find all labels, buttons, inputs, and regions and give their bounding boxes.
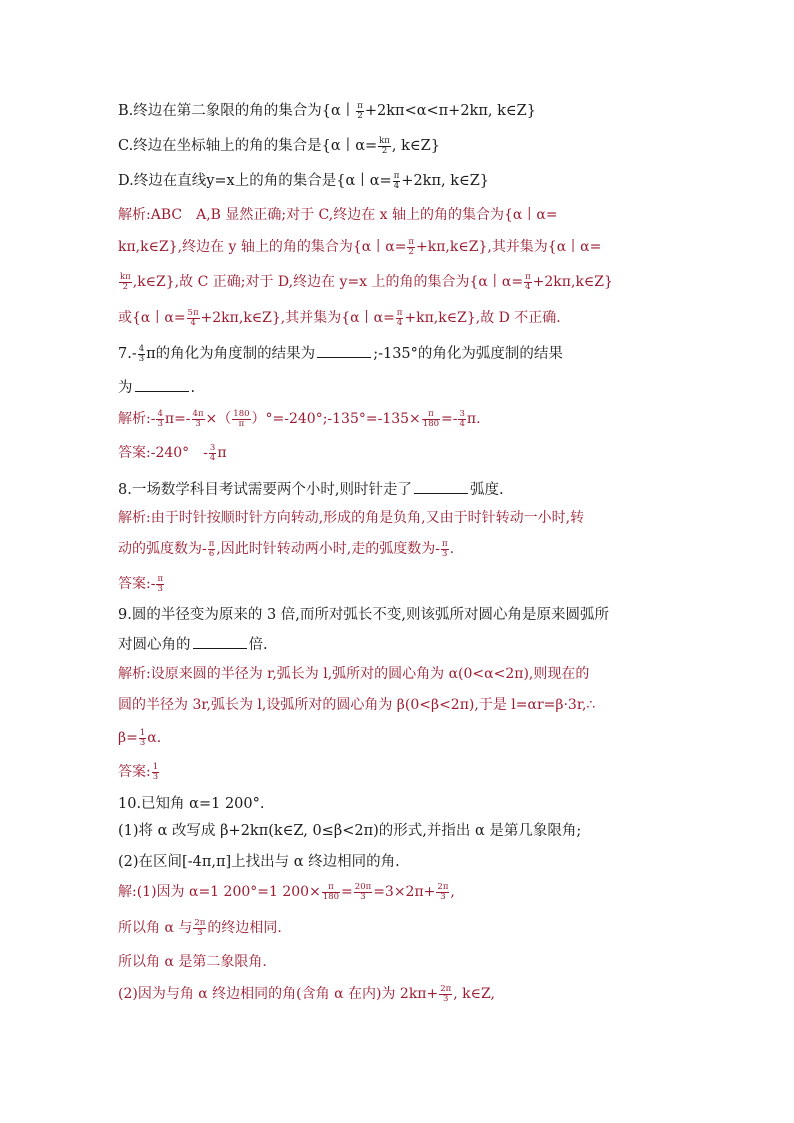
answer-blank[interactable] — [193, 634, 247, 649]
solution-6-line-2: kπ,k∈Z},终边在 y 轴上的角的集合为{α丨α= $\frac{\pi}{2}$ +kπ,k∈Z},其并集为{α丨α= — [118, 236, 602, 257]
fraction: $\frac{k\pi}{2}$ — [379, 135, 390, 156]
fraction: $\frac{k\pi}{2}$ — [120, 271, 131, 292]
question-7-line-1: 7.- $\frac{4}{3}$ π的角化为角度制的结果为 ;-135°的角化为弧度制的结果 — [118, 343, 563, 364]
fraction: $\frac{\pi}{3}$ — [157, 573, 164, 594]
solution-10-line-1: 解:(1)因为 α=1 200°=1 200× $\frac{\pi}{180}$ = $\frac{20\pi}{3}$ =3×2π+ $\frac{2\pi}{3}$ , — [118, 881, 455, 902]
option-b: B.终边在第二象限的角的集合为{α丨 $\frac{\pi}{2}$ +2kπ<α<π+2kπ, k∈Z} — [118, 100, 536, 121]
answer-8: 答案:- $\frac{\pi}{3}$ — [118, 573, 164, 594]
solution-9-line-1: 解析:设原来圆的半径为 r,弧长为 l,弧所对的圆心角为 α(0<α<2π),则现在的 — [118, 666, 590, 682]
fraction: $\frac{180}{\pi}$ — [233, 408, 250, 429]
fraction: $\frac{4}{3}$ — [157, 408, 163, 429]
answer-blank[interactable] — [317, 343, 371, 358]
fraction: $\frac{4\pi}{3}$ — [192, 408, 204, 429]
solution-6-line-1: 解析:ABC A,B 显然正确;对于 C,终边在 x 轴上的角的集合为{α丨α= — [118, 207, 558, 223]
question-9-line-2: 对圆心角的 倍. — [118, 634, 268, 655]
question-10-line-1: 10.已知角 α=1 200°. — [118, 796, 265, 812]
solution-10-line-3: 所以角 α 是第二象限角. — [118, 954, 267, 970]
fraction: $\frac{1}{3}$ — [152, 761, 159, 782]
fraction: $\frac{\pi}{6}$ — [208, 538, 215, 559]
fraction: $\frac{20\pi}{3}$ — [354, 881, 372, 902]
option-c: C.终边在坐标轴上的角的集合是{α丨α= $\frac{k\pi}{2}$ , k∈Z} — [118, 135, 440, 156]
fraction: $\frac{\pi}{180}$ — [422, 408, 440, 429]
solution-6-line-3: $\frac{k\pi}{2}$ ,k∈Z},故 C 正确;对于 D,终边在 y=x 上的角的集合为{α丨α= $\frac{\pi}{4}$ +2kπ,k∈Z} — [120, 271, 613, 292]
question-8: 8.一场数学科目考试需要两个小时,则时针走了 弧度. — [118, 479, 504, 500]
fraction: $\frac{\pi}{2}$ — [357, 100, 363, 121]
fraction: $\frac{4}{3}$ — [138, 343, 145, 364]
solution-8-line-1: 解析:由于时针按顺时针方向转动,形成的角是负角,又由于时针转动一小时,转 — [118, 510, 585, 526]
fraction: $\frac{\pi}{2}$ — [408, 236, 415, 257]
fraction: $\frac{2\pi}{3}$ — [437, 881, 449, 902]
answer-7: 答案:-240° - $\frac{3}{4}$ π — [118, 442, 227, 463]
answer-9: 答案: $\frac{1}{3}$ — [118, 761, 159, 782]
question-10-line-3: (2)在区间[-4π,π]上找出与 α 终边相同的角. — [118, 854, 400, 870]
fraction: $\frac{\pi}{4}$ — [525, 271, 531, 292]
fraction: $\frac{\pi}{180}$ — [322, 881, 340, 902]
solution-10-line-2: 所以角 α 与 $\frac{2\pi}{3}$ 的终边相同. — [118, 917, 282, 938]
solution-9-line-2: 圆的半径为 3r,弧长为 l,设弧所对的圆心角为 β(0<β<2π),于是 l=αr=β·3r,∴ — [118, 697, 596, 713]
answer-blank[interactable] — [414, 479, 468, 494]
option-d: D.终边在直线y=x上的角的集合是{α丨α= $\frac{\pi}{4}$ +2kπ, k∈Z} — [118, 170, 490, 191]
solution-7: 解析:- $\frac{4}{3}$ π=- $\frac{4\pi}{3}$ ×（ $\frac{180}{\pi}$ ）°=-240°;-135°=-135× $\frac{\pi}{180}$ =- $\frac{3}{4}$ π. — [118, 408, 481, 429]
fraction: $\frac{\pi}{4}$ — [393, 170, 400, 191]
solution-9-line-3: β= $\frac{1}{3}$ α. — [118, 727, 162, 748]
solution-10-line-4: (2)因为与角 α 终边相同的角(含角 α 在内)为 2kπ+ $\frac{2\pi}{3}$ , k∈Z, — [118, 983, 495, 1004]
fraction: $\frac{5\pi}{4}$ — [187, 307, 199, 328]
solution-6-line-4: 或{α丨α= $\frac{5\pi}{4}$ +2kπ,k∈Z},其并集为{α丨α= $\frac{\pi}{4}$ +kπ,k∈Z},故 D 不正确. — [118, 307, 561, 328]
question-7-line-2: 为 . — [118, 377, 195, 398]
fraction: $\frac{3}{4}$ — [209, 442, 216, 463]
fraction: $\frac{3}{4}$ — [459, 408, 465, 429]
answer-blank[interactable] — [135, 377, 189, 392]
fraction: $\frac{2\pi}{3}$ — [194, 917, 206, 938]
fraction: $\frac{\pi}{3}$ — [441, 538, 448, 559]
fraction: $\frac{1}{3}$ — [139, 727, 146, 748]
solution-8-line-2: 动的弧度数为- $\frac{\pi}{6}$ ,因此时针转动两小时,走的弧度数为- $\frac{\pi}{3}$ . — [118, 538, 455, 559]
fraction: $\frac{2\pi}{3}$ — [440, 983, 452, 1004]
fraction: $\frac{\pi}{4}$ — [396, 307, 403, 328]
question-9-line-1: 9.圆的半径变为原来的 3 倍,而所对弧长不变,则该弧所对圆心角是原来圆弧所 — [118, 607, 609, 623]
question-10-line-2: (1)将 α 改写成 β+2kπ(k∈Z, 0≤β<2π)的形式,并指出 α 是第几象限角; — [118, 823, 582, 839]
